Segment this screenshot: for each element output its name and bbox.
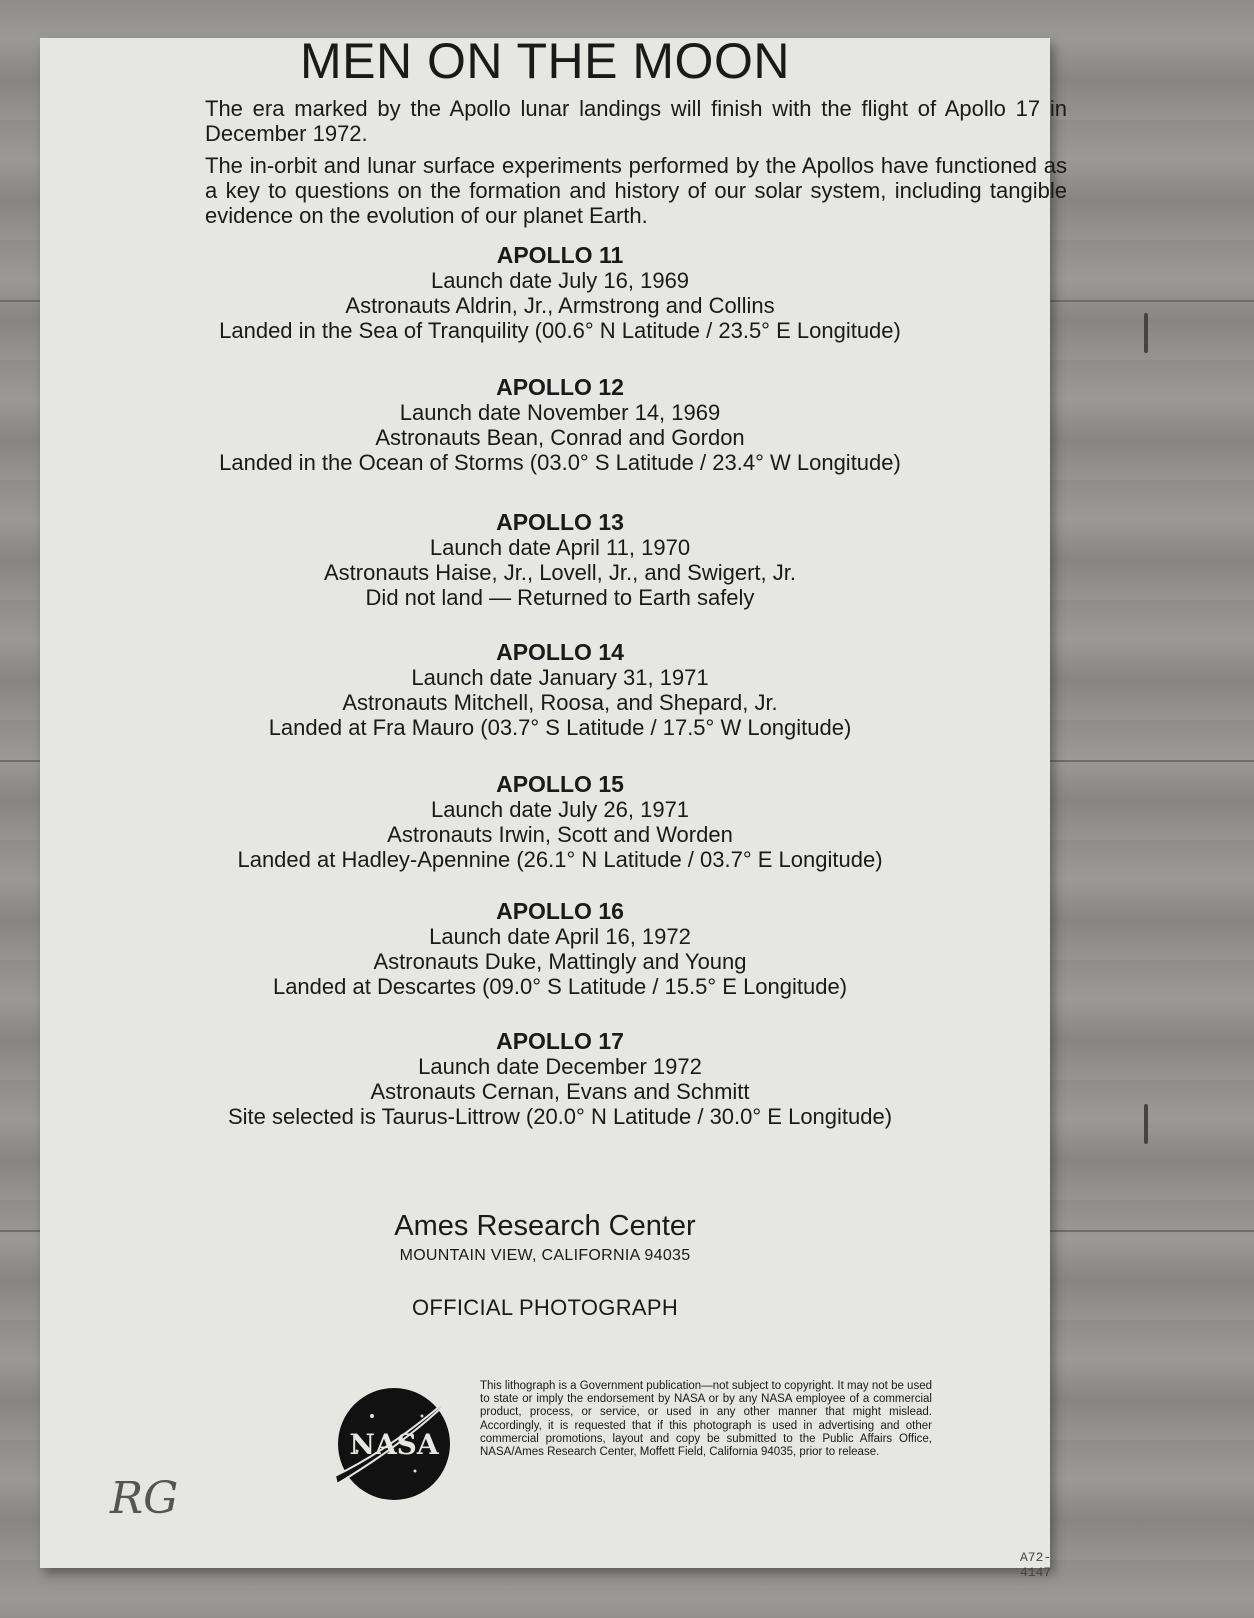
mission-block (160, 899, 960, 999)
mission-block (160, 375, 960, 475)
page-title: MEN ON THE MOON (300, 33, 790, 89)
mission-site: Site selected is Taurus-Littrow (20.0° N Latitude / 30.0° E Longitude) (227, 1104, 893, 1129)
nasa-logo (327, 1376, 467, 1506)
staple (1144, 1104, 1148, 1144)
document-page (40, 33, 1067, 1580)
document-number: A72-4147 (1020, 1550, 1052, 1580)
mission-site: Landed at Descartes (09.0° S Latitude / 15.5° E Longitude) (272, 974, 848, 999)
mission-crew: Astronauts Mitchell, Roosa, and Shepard, Jr. (342, 690, 778, 715)
mission-name: APOLLO 13 (496, 509, 624, 535)
mission-crew: Astronauts Irwin, Scott and Worden (387, 822, 733, 847)
official-photograph-label: OFFICIAL PHOTOGRAPH (411, 1295, 679, 1320)
mission-block (160, 510, 960, 610)
mission-block (160, 243, 960, 343)
ames-research-center (40, 1210, 1050, 1265)
mission-crew: Astronauts Duke, Mattingly and Young (373, 949, 747, 974)
mission-block (160, 640, 960, 740)
mission-launch: Launch date December 1972 (418, 1054, 702, 1079)
mission-crew: Astronauts Cernan, Evans and Schmitt (370, 1079, 750, 1104)
staple (1144, 313, 1148, 353)
mission-launch: Launch date July 16, 1969 (430, 268, 690, 293)
mission-site: Landed in the Sea of Tranquility (00.6° N Latitude / 23.5° E Longitude) (219, 318, 901, 343)
mission-crew: Astronauts Bean, Conrad and Gordon (375, 425, 745, 450)
handwritten-initials: RG (110, 1473, 179, 1524)
mission-name: APOLLO 14 (496, 639, 624, 665)
mission-site: Did not land — Returned to Earth safely (365, 585, 755, 610)
mission-name: APOLLO 16 (496, 898, 624, 924)
mission-launch: Launch date November 14, 1969 (399, 400, 721, 425)
mission-launch: Launch date January 31, 1971 (411, 665, 709, 690)
mission-launch: Launch date April 16, 1972 (429, 924, 691, 949)
mission-site: Landed in the Ocean of Storms (03.0° S Latitude / 23.4° W Longitude) (219, 450, 901, 475)
intro-paragraph: The era marked by the Apollo lunar landings will finish with the flight of Apollo 17 in December 1972. (205, 96, 1067, 146)
mission-name: APOLLO 15 (496, 771, 624, 797)
mission-block (160, 1029, 960, 1129)
legal-notice: This lithograph is a Government publication—not subject to copyright. It may not be used to state or imply the endorsement by NASA or by any NASA employee of a commercial product, process, or service, or used in any other manner that might mislead. Accordingly, it is requested that if this photograph is used in advertising and other commercial promotions, layout and copy be submitted to the Public Affairs Office, NASA/Ames Research Center, Moffett Field, California 94035, prior to release. (480, 1380, 932, 1459)
intro-paragraph: The in-orbit and lunar surface experiments performed by the Apollos have functioned as a key to questions on the formation and history of our solar system, including tangible evidence on the evolution of our planet Earth. (205, 153, 1067, 228)
mission-crew: Astronauts Haise, Jr., Lovell, Jr., and Swigert, Jr. (324, 560, 796, 585)
mission-name: APOLLO 17 (496, 1028, 624, 1054)
mission-site: Landed at Hadley-Apennine (26.1° N Latitude / 03.7° E Longitude) (237, 847, 883, 872)
mission-block (160, 772, 960, 872)
mission-site: Landed at Fra Mauro (03.7° S Latitude / 17.5° W Longitude) (268, 715, 852, 740)
mission-crew: Astronauts Aldrin, Jr., Armstrong and Collins (345, 293, 775, 318)
nasa-logo-text: NASA (349, 1428, 439, 1461)
mission-launch: Launch date July 26, 1971 (430, 797, 690, 822)
mission-name: APOLLO 12 (496, 374, 624, 400)
center-name: Ames Research Center (394, 1210, 696, 1242)
center-address: MOUNTAIN VIEW, CALIFORNIA 94035 (399, 1247, 691, 1264)
mission-launch: Launch date April 11, 1970 (429, 535, 691, 560)
mission-name: APOLLO 11 (496, 242, 624, 268)
